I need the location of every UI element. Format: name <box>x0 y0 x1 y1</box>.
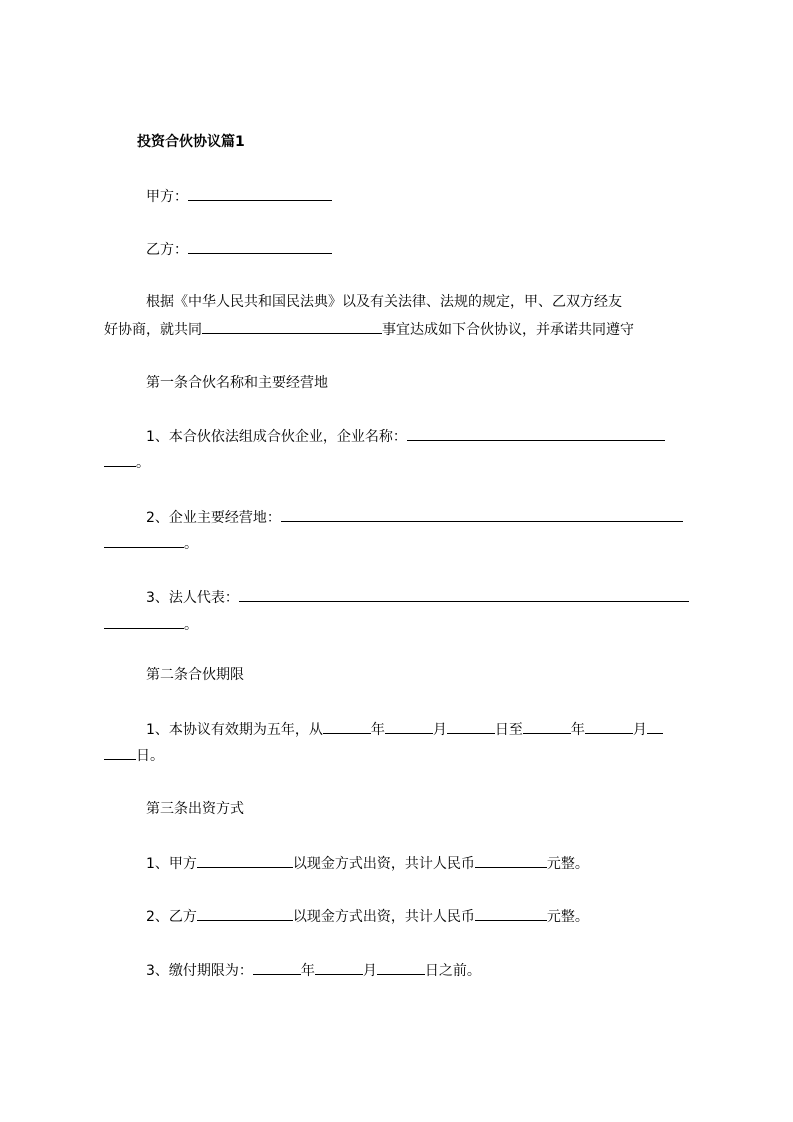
payment-year-blank <box>253 960 301 975</box>
article1-item3-line2 <box>104 614 704 635</box>
party-a-label: 甲方： <box>146 189 188 205</box>
party-b-investor-blank <box>197 906 293 921</box>
intro-blank <box>202 319 382 334</box>
intro-paragraph-line2 <box>104 319 704 340</box>
article1-item1-line1 <box>146 426 702 447</box>
article2-item1-text: 1、本协议有效期为五年，从 <box>146 722 323 738</box>
article3-item3 <box>146 960 746 981</box>
article1-item2-line2 <box>104 533 704 554</box>
payment-day-label: 日之前。 <box>424 963 481 979</box>
end-day-label: 日。 <box>136 748 164 764</box>
article1-item1-blank-cont <box>104 452 136 467</box>
article1-heading: 第一条合伙名称和主要经营地 <box>146 375 328 391</box>
article1-item3-blank-cont <box>104 614 184 629</box>
party-b-amount-blank <box>475 906 547 921</box>
article3-item1 <box>146 853 746 874</box>
article3-item2-text: 2、乙方 <box>146 909 197 925</box>
article1-item2-blank-cont <box>104 533 184 548</box>
party-b-line <box>146 239 746 260</box>
article3-item3-text: 3、缴付期限为： <box>146 963 253 979</box>
article2-item1-line1 <box>146 719 702 740</box>
payment-day-blank <box>377 960 425 975</box>
start-year-label: 年 <box>370 722 385 738</box>
intro-paragraph-line1: 根据《中华人民共和国民法典》以及有关法律、法规的规定，甲、乙双方经友 <box>146 294 622 310</box>
end-month-label: 月 <box>632 722 647 738</box>
intro-text-a: 好协商，就共同 <box>104 322 202 338</box>
start-month-label: 月 <box>432 722 447 738</box>
article1-item2-line1 <box>146 507 702 528</box>
article1-item2-blank <box>281 507 683 522</box>
payment-year-label: 年 <box>300 963 315 979</box>
article1-item3-text: 3、法人代表： <box>146 590 239 606</box>
article1-item1-text: 1、本合伙依法组成合伙企业，企业名称： <box>146 429 407 445</box>
start-day-label: 日至 <box>494 722 523 738</box>
party-a-line <box>146 186 746 207</box>
article1-item1-line2 <box>104 452 704 473</box>
document-title: 投资合伙协议篇1 <box>137 134 245 150</box>
party-a-investor-blank <box>197 853 293 868</box>
article1-item1-blank <box>407 426 665 441</box>
article3-heading: 第三条出资方式 <box>146 801 244 817</box>
start-month-blank <box>385 719 433 734</box>
article3-item1-mid: 以现金方式出资，共计人民币 <box>292 856 475 872</box>
article3-item2-mid: 以现金方式出资，共计人民币 <box>292 909 475 925</box>
article3-item1-suffix: 元整。 <box>546 856 589 872</box>
party-a-blank <box>188 186 332 201</box>
article3-item2 <box>146 906 746 927</box>
article1-item3-blank <box>239 587 689 602</box>
party-a-amount-blank <box>475 853 547 868</box>
end-day-blank <box>647 719 663 734</box>
intro-text-b: 事宜达成如下合伙协议，并承诺共同遵守 <box>382 322 634 338</box>
start-day-blank <box>447 719 495 734</box>
end-year-label: 年 <box>570 722 585 738</box>
article1-item1-end: 。 <box>136 455 150 471</box>
article2-heading: 第二条合伙期限 <box>146 667 244 683</box>
article1-item2-end: 。 <box>184 536 198 552</box>
article3-item1-text: 1、甲方 <box>146 856 197 872</box>
payment-month-label: 月 <box>362 963 377 979</box>
party-b-blank <box>188 239 332 254</box>
article1-item3-end: 。 <box>184 617 198 633</box>
article1-item3-line1 <box>146 587 702 608</box>
end-month-blank <box>585 719 633 734</box>
article1-item2-text: 2、企业主要经营地： <box>146 510 281 526</box>
payment-month-blank <box>315 960 363 975</box>
article2-item1-line2 <box>104 745 704 766</box>
article3-item2-suffix: 元整。 <box>546 909 589 925</box>
party-b-label: 乙方： <box>146 242 188 258</box>
start-year-blank <box>323 719 371 734</box>
end-day-blank-cont <box>104 745 136 760</box>
end-year-blank <box>523 719 571 734</box>
